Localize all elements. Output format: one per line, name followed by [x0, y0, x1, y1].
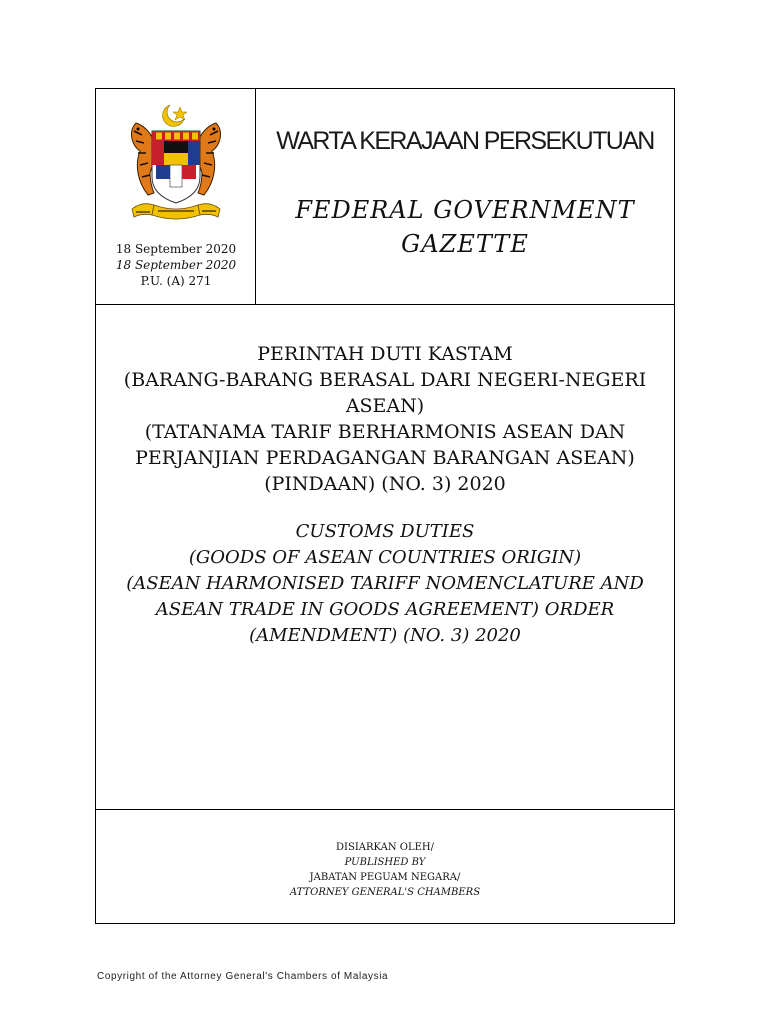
date-english: 18 September 2020: [115, 258, 237, 272]
order-title-malay-line: PERINTAH DUTI KASTAM: [257, 343, 513, 365]
gazette-cover-frame: [95, 88, 675, 924]
order-title-malay-line: (BARANG-BARANG BERASAL DARI NEGERI-NEGERI ASEAN): [123, 369, 647, 417]
order-title-malay-line: (PINDAAN) (NO. 3) 2020: [264, 473, 506, 495]
order-title-malay-line: (TATANAMA TARIF BERHARMONIS ASEAN DAN: [144, 421, 626, 443]
gazette-header: [96, 89, 674, 305]
publisher-section: [96, 810, 674, 923]
pu-number: P.U. (A) 271: [140, 274, 212, 288]
order-title-english-line: (GOODS OF ASEAN COUNTRIES ORIGIN): [188, 547, 582, 568]
gazette-title-english-line1: FEDERAL GOVERNMENT: [295, 196, 635, 224]
gazette-title-english: [256, 193, 674, 261]
order-title-malay: [96, 341, 674, 497]
publisher-name-english: ATTORNEY GENERAL'S CHAMBERS: [289, 887, 481, 898]
copyright-notice: Copyright of the Attorney General's Chambers of Malaysia: [97, 971, 389, 982]
order-title-english-line: (AMENDMENT) (NO. 3) 2020: [249, 625, 521, 646]
order-title-english-line: ASEAN TRADE IN GOODS AGREEMENT) ORDER: [155, 599, 615, 620]
order-title-english-line: (ASEAN HARMONISED TARIFF NOMENCLATURE AND: [126, 573, 644, 594]
publisher-name-malay: JABATAN PEGUAM NEGARA/: [309, 872, 461, 883]
gazette-title-malay: WARTA KERAJAAN PERSEKUTUAN: [276, 127, 654, 155]
order-title-english: [96, 519, 674, 649]
gazette-title-cell: [256, 89, 674, 304]
order-title-english-line: CUSTOMS DUTIES: [295, 521, 475, 542]
published-by-malay: DISIARKAN OLEH/: [336, 842, 434, 853]
gazette-date-block: [96, 241, 256, 289]
date-malay: 18 September 2020: [115, 242, 237, 256]
published-by-english: PUBLISHED BY: [344, 857, 426, 868]
order-title-section: [96, 305, 674, 810]
malaysia-coat-of-arms-icon: [118, 101, 234, 231]
order-title-malay-line: PERJANJIAN PERDAGANGAN BARANGAN ASEAN): [135, 447, 635, 469]
crest-cell: [96, 89, 256, 304]
gazette-title-english-line2: GAZETTE: [401, 230, 529, 258]
